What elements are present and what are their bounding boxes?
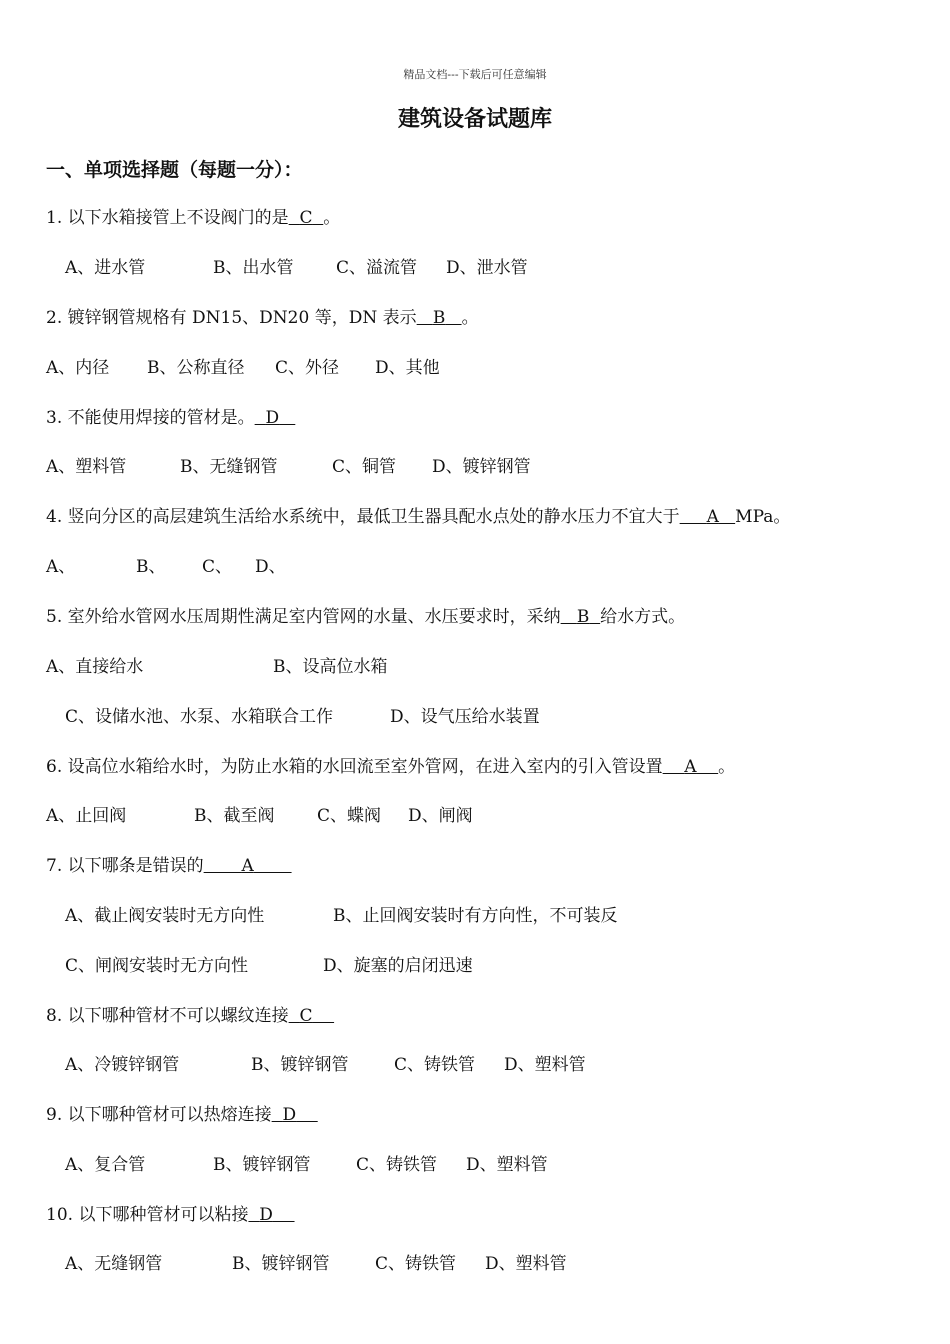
- option-d: D、闸阀: [408, 806, 473, 826]
- option-b: B、设高位水箱: [273, 657, 388, 677]
- option-b: B、: [136, 557, 166, 577]
- option-d: D、其他: [375, 358, 440, 378]
- question-5: 5. 室外给水管网水压周期性满足室内管网的水量、水压要求时，采纳 B 给水方式。: [46, 607, 686, 627]
- option-c: C、铜管: [332, 457, 397, 477]
- option-a: A、冷镀锌钢管: [65, 1055, 180, 1075]
- question-7: [46, 854, 292, 878]
- document-title: 建筑设备试题库: [397, 106, 552, 132]
- option-c: C、铸铁管: [356, 1155, 438, 1175]
- answer-blank: A: [684, 757, 697, 777]
- option-b: B、止回阀安装时有方向性，不可装反: [333, 906, 618, 926]
- option-d: D、: [255, 557, 286, 577]
- answer-blank: B: [576, 607, 590, 627]
- question-10: [46, 1203, 295, 1227]
- option-b: B、镀锌钢管: [251, 1055, 349, 1075]
- option-a: A、内径: [46, 358, 110, 378]
- question-text: 8. 以下哪种管材不可以螺纹连接: [46, 1006, 289, 1026]
- option-a: A、止回阀: [46, 806, 127, 826]
- question-text: 5. 室外给水管网水压周期性满足室内管网的水量、水压要求时，采纳: [46, 607, 561, 627]
- option-d: D、泄水管: [446, 258, 528, 278]
- question-2: 2. 镀锌钢管规格有 DN15、DN20 等，DN 表示 B 。: [46, 308, 479, 328]
- option-a: A、无缝钢管: [65, 1254, 163, 1274]
- question-text: 1. 以下水箱接管上不设阀门的是: [46, 208, 289, 228]
- option-b: B、截至阀: [194, 806, 275, 826]
- option-c: C、外径: [275, 358, 340, 378]
- option-d: D、塑料管: [466, 1155, 548, 1175]
- option-a: A、复合管: [65, 1155, 146, 1175]
- question-8: [46, 1004, 334, 1028]
- question-text: 2. 镀锌钢管规格有 DN15、DN20 等，DN 表示: [46, 308, 417, 328]
- option-c: C、溢流管: [336, 258, 418, 278]
- option-a: A、: [46, 557, 76, 577]
- option-a: A、进水管: [65, 258, 146, 278]
- option-c: C、设储水池、水泵、水箱联合工作: [65, 707, 334, 727]
- answer-blank: D: [259, 1205, 273, 1225]
- page-header: 精品文档---下载后可任意编辑: [403, 68, 547, 81]
- option-d: D、塑料管: [485, 1254, 567, 1274]
- option-b: B、公称直径: [147, 358, 245, 378]
- option-d: D、设气压给水装置: [390, 707, 540, 727]
- section-title: 一、单项选择题（每题一分）：: [46, 159, 303, 181]
- option-c: C、铸铁管: [394, 1055, 476, 1075]
- question-text: 3. 不能使用焊接的管材是。: [46, 408, 255, 428]
- question-4: 4. 竖向分区的高层建筑生活给水系统中，最低卫生器具配水点处的静水压力不宜大于 A MPa。: [46, 507, 791, 527]
- question-text: 10. 以下哪种管材可以粘接: [46, 1205, 249, 1225]
- option-a: A、直接给水: [46, 657, 144, 677]
- option-a: A、塑料管: [46, 457, 127, 477]
- question-6: 6. 设高位水箱给水时，为防止水箱的水回流至室外管网，在进入室内的引入管设置 A 。: [46, 757, 736, 777]
- answer-blank: D: [265, 408, 280, 428]
- question-text: 7. 以下哪条是错误的: [46, 856, 204, 876]
- option-c: C、闸阀安装时无方向性: [65, 956, 249, 976]
- question-1: 1. 以下水箱接管上不设阀门的是 C 。: [46, 208, 341, 228]
- answer-blank: C: [299, 208, 313, 228]
- option-d: D、塑料管: [504, 1055, 586, 1075]
- option-c: C、铸铁管: [375, 1254, 457, 1274]
- option-c: C、蝶阀: [317, 806, 382, 826]
- option-c: C、: [202, 557, 233, 577]
- option-d: D、镀锌钢管: [432, 457, 531, 477]
- question-text: 6. 设高位水箱给水时，为防止水箱的水回流至室外管网，在进入室内的引入管设置: [46, 757, 663, 777]
- answer-blank: A: [241, 856, 254, 876]
- answer-blank: A: [706, 507, 719, 527]
- option-b: B、镀锌钢管: [232, 1254, 330, 1274]
- option-b: B、无缝钢管: [180, 457, 278, 477]
- answer-blank: B: [432, 308, 446, 328]
- option-b: B、镀锌钢管: [213, 1155, 311, 1175]
- option-b: B、出水管: [213, 258, 294, 278]
- answer-blank: C: [299, 1006, 313, 1026]
- question-text: 9. 以下哪种管材可以热熔连接: [46, 1105, 272, 1125]
- question-3: [46, 406, 295, 430]
- option-a: A、截止阀安装时无方向性: [65, 906, 265, 926]
- question-text: 4. 竖向分区的高层建筑生活给水系统中，最低卫生器具配水点处的静水压力不宜大于: [46, 507, 680, 527]
- option-d: D、旋塞的启闭迅速: [323, 956, 473, 976]
- answer-blank: D: [282, 1105, 297, 1125]
- question-9: [46, 1103, 318, 1127]
